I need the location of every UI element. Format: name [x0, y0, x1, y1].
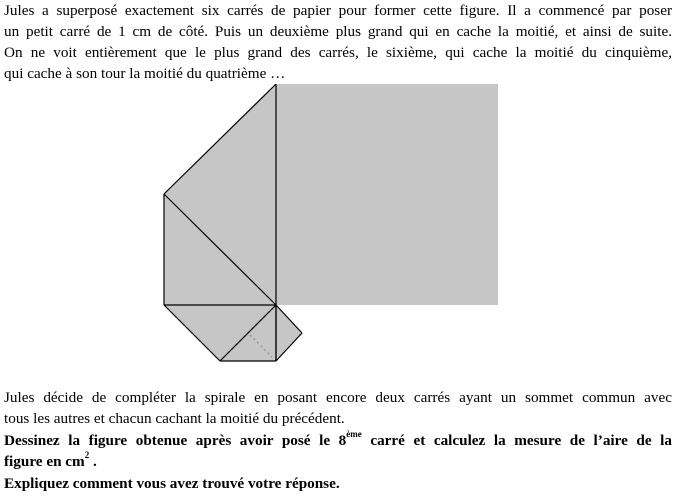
explain-paragraph: [4, 473, 672, 494]
task-line-2: [4, 451, 672, 472]
follow-paragraph: [4, 387, 672, 429]
intro-line-1: Jules a superposé exactement six carrés de papier pour former cette figure. Il a commencé par poser: [4, 2, 672, 19]
task-text-a: Dessinez la figure obtenue après avoir posé le 8: [4, 432, 347, 449]
task-superscript: ème: [346, 429, 362, 439]
square-6: [276, 84, 498, 305]
task-text-c: figure en cm: [4, 453, 85, 470]
follow-line-2: tous les autres et chacun cachant la moitié du précédent.: [4, 410, 345, 427]
task-unit-superscript: 2: [84, 450, 90, 460]
task-text-b: carré et calculez la mesure de l’aire de la: [361, 432, 672, 449]
explain-line: Expliquez comment vous avez trouvé votre réponse.: [4, 475, 340, 492]
task-text-d: .: [89, 453, 97, 470]
intro-line-3: On ne voit entièrement que le plus grand des carrés, le sixième, qui cache la moitié du cinquième,: [4, 44, 672, 61]
intro-line-4: qui cache à son tour la moitié du quatrième …: [4, 65, 286, 82]
task-line-1: [4, 430, 672, 451]
follow-line-1: Jules décide de compléter la spirale en posant encore deux carrés ayant un sommet commun avec: [4, 389, 672, 406]
intro-line-2: un petit carré de 1 cm de côté. Puis un deuxième plus grand qui en cache la moitié, et ainsi de suite.: [4, 23, 672, 40]
square-1-visible-half: [276, 305, 302, 361]
task-paragraph: [4, 430, 672, 472]
